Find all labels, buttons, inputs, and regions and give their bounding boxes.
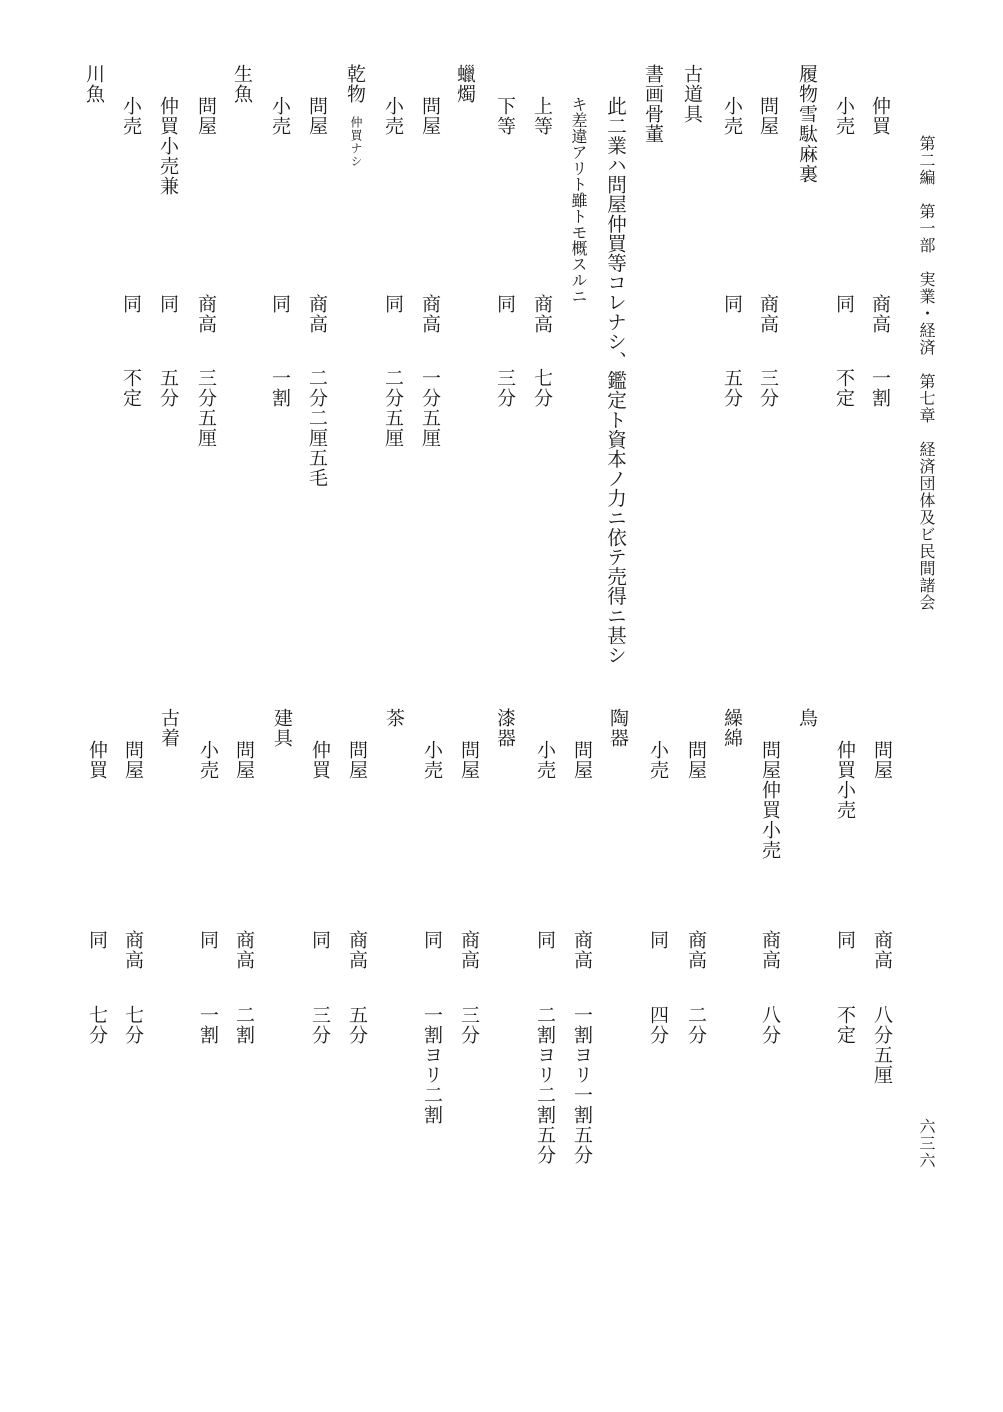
category-heading: 書画骨董 (642, 64, 664, 144)
entry-basis: 商高 (757, 294, 779, 334)
entry-basis: 同 (647, 930, 669, 950)
category-note: 此二業ハ問屋仲買等コレナシ、鑑定ト資本ノ力ニ依テ売得ニ甚シ (603, 96, 627, 665)
entry-label: 小売 (382, 96, 404, 136)
entry-basis: 同 (834, 930, 856, 950)
entry-basis: 商高 (458, 930, 480, 970)
entry-basis: 同 (269, 294, 291, 314)
entry-basis: 同 (534, 930, 556, 950)
entry-rate: 二割 (233, 1005, 255, 1045)
entry-label: 仲買 (869, 96, 891, 136)
entry-basis: 同 (86, 930, 108, 950)
entry-basis: 商高 (346, 930, 368, 970)
entry-label: 問屋 (757, 96, 779, 136)
category-heading: 建具 (271, 708, 293, 748)
entry-basis: 商高 (122, 930, 144, 970)
entry-label: 仲買小売兼 (157, 96, 179, 196)
entry-rate: 一分五厘 (419, 368, 441, 448)
entry-basis: 同 (382, 294, 404, 314)
entry-rate: 不定 (120, 368, 142, 408)
entry-label: 問屋 (122, 740, 144, 780)
entry-rate: 三分五厘 (195, 368, 217, 448)
entry-label: 問屋 (571, 740, 593, 780)
entry-basis: 商高 (759, 930, 781, 970)
entry-label: 小売 (421, 740, 443, 780)
entry-rate: 二分五厘 (382, 368, 404, 448)
page-number: 六三六 (917, 1118, 936, 1169)
entry-rate: 五分 (721, 368, 743, 408)
category-heading: 古着 (158, 708, 180, 748)
entry-rate: 二割ヨリ二割五分 (534, 1005, 556, 1165)
entry-rate: 三分 (494, 368, 516, 408)
entry-rate: 七分 (531, 368, 553, 408)
entry-label: 仲買 (86, 740, 108, 780)
entry-label: 問屋 (871, 740, 893, 780)
entry-basis: 商高 (531, 294, 553, 334)
entry-rate: 二分 (685, 1005, 707, 1045)
category-note: キ差違アリト雖トモ概スルニ (569, 96, 588, 304)
category-subnote: 仲買ナシ (349, 116, 363, 168)
entry-label: 小売 (197, 740, 219, 780)
entry-rate: 五分 (157, 368, 179, 408)
entry-label: 問屋 (233, 740, 255, 780)
entry-label: 小売 (269, 96, 291, 136)
entry-basis: 商高 (571, 930, 593, 970)
category-heading: 履物雪駄麻裏 (796, 64, 818, 184)
entry-rate: 八分 (759, 1005, 781, 1045)
entry-basis: 商高 (685, 930, 707, 970)
entry-rate: 三分 (309, 1005, 331, 1045)
entry-basis: 同 (721, 294, 743, 314)
category-heading: 乾物 (344, 64, 366, 104)
entry-rate: 不定 (833, 368, 855, 408)
entry-rate: 四分 (647, 1005, 669, 1045)
category-heading: 古道具 (681, 64, 703, 124)
entry-rate: 一割ヨリ二割 (421, 1005, 443, 1125)
entry-basis: 商高 (419, 294, 441, 334)
entry-label: 問屋 (419, 96, 441, 136)
entry-label: 小売 (647, 740, 669, 780)
entry-basis: 同 (157, 294, 179, 314)
entry-rate: 三分 (458, 1005, 480, 1045)
entry-basis: 同 (197, 930, 219, 950)
entry-rate: 五分 (346, 1005, 368, 1045)
entry-label: 下等 (494, 96, 516, 136)
entry-basis: 同 (309, 930, 331, 950)
entry-label: 上等 (531, 96, 553, 136)
entry-basis: 同 (494, 294, 516, 314)
entry-basis: 同 (421, 930, 443, 950)
entry-label: 小売 (534, 740, 556, 780)
entry-rate: 七分 (86, 1005, 108, 1045)
entry-label: 仲買小売 (834, 740, 856, 820)
entry-basis: 商高 (233, 930, 255, 970)
entry-basis: 商高 (195, 294, 217, 334)
entry-rate: 一割ヨリ一割五分 (571, 1005, 593, 1165)
category-heading: 鳥 (796, 708, 818, 728)
entry-rate: 二分二厘五毛 (306, 368, 328, 488)
entry-rate: 不定 (834, 1005, 856, 1045)
entry-label: 小売 (833, 96, 855, 136)
entry-label: 問屋 (306, 96, 328, 136)
category-heading: 川魚 (83, 64, 105, 104)
entry-rate: 三分 (757, 368, 779, 408)
category-heading: 蠟燭 (454, 64, 476, 104)
entry-rate: 八分五厘 (871, 1005, 893, 1085)
entry-rate: 一割 (197, 1005, 219, 1045)
category-heading: 漆器 (494, 708, 516, 748)
entry-label: 問屋仲買小売 (759, 740, 781, 860)
category-heading: 陶器 (607, 708, 629, 748)
entry-basis: 商高 (869, 294, 891, 334)
entry-label: 問屋 (458, 740, 480, 780)
entry-rate: 一割 (869, 368, 891, 408)
entry-rate: 一割 (269, 368, 291, 408)
running-head: 第二編 第一部 実業・経済 第七章 経済団体及ビ民間諸会 (917, 135, 936, 611)
entry-basis: 同 (120, 294, 142, 314)
entry-basis: 商高 (306, 294, 328, 334)
category-heading: 生魚 (231, 64, 253, 104)
entry-label: 問屋 (346, 740, 368, 780)
entry-basis: 同 (833, 294, 855, 314)
category-heading: 茶 (383, 708, 405, 728)
entry-label: 問屋 (195, 96, 217, 136)
entry-label: 問屋 (685, 740, 707, 780)
category-heading: 繰綿 (721, 708, 743, 748)
entry-basis: 商高 (871, 930, 893, 970)
entry-label: 仲買 (309, 740, 331, 780)
entry-rate: 七分 (122, 1005, 144, 1045)
entry-label: 小売 (721, 96, 743, 136)
entry-label: 小売 (120, 96, 142, 136)
